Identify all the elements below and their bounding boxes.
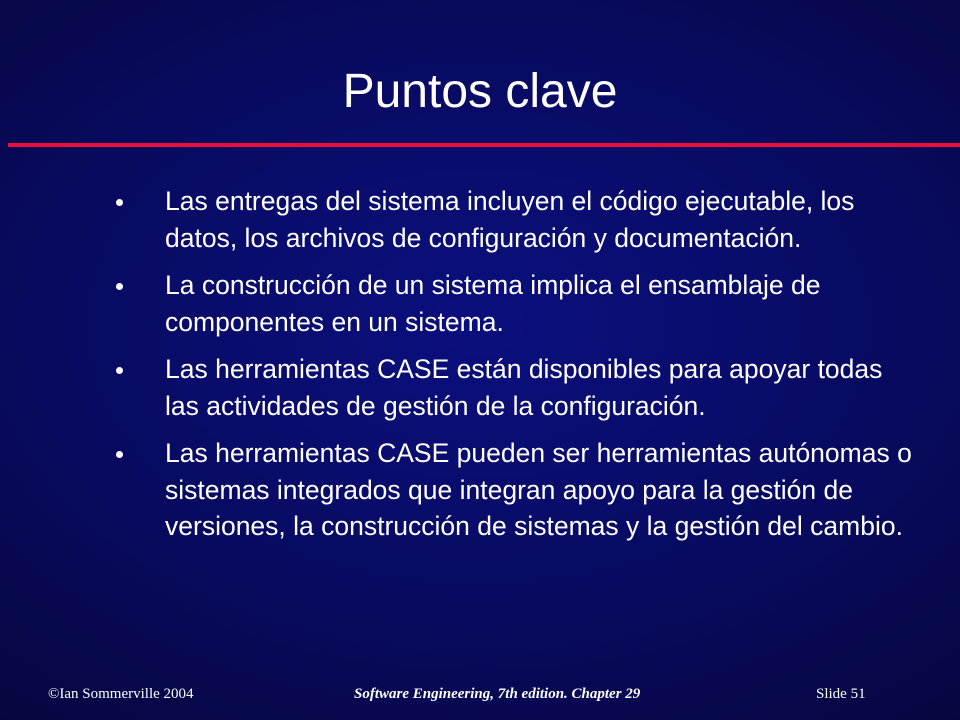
bullet-text: Las herramientas CASE pueden ser herramientas autónomas o sistemas integrados que integran apoyo para la gestión de versiones, la construcción de sistemas y la gestión del cambio. [165, 438, 912, 541]
bullet-dot-icon [116, 199, 123, 206]
bullet-dot-icon [116, 283, 123, 290]
bullet-text: Las herramientas CASE están disponibles para apoyar todas las actividades de gestión de la configuración. [165, 354, 883, 421]
bullet-list [0, 183, 960, 556]
footer-book-title: Software Engineering, 7th edition. Chapter 29 [354, 686, 641, 702]
bullet-dot-icon [116, 451, 123, 458]
bullet-item [0, 351, 960, 424]
footer-copyright: ©Ian Sommerville 2004 [48, 686, 194, 702]
bullet-dot-icon [116, 367, 123, 374]
bullet-text: La construcción de un sistema implica el ensamblaje de componentes en un sistema. [165, 270, 821, 337]
bullet-text: Las entregas del sistema incluyen el código ejecutable, los datos, los archivos de configuración y documentación. [165, 186, 855, 253]
bullet-item [0, 267, 960, 340]
bullet-item [0, 435, 960, 545]
slide-footer [0, 686, 960, 708]
title-divider [8, 143, 960, 147]
slide-title: Puntos clave [342, 65, 618, 118]
footer-slide-number: Slide 51 [816, 686, 866, 702]
bullet-item [0, 183, 960, 256]
